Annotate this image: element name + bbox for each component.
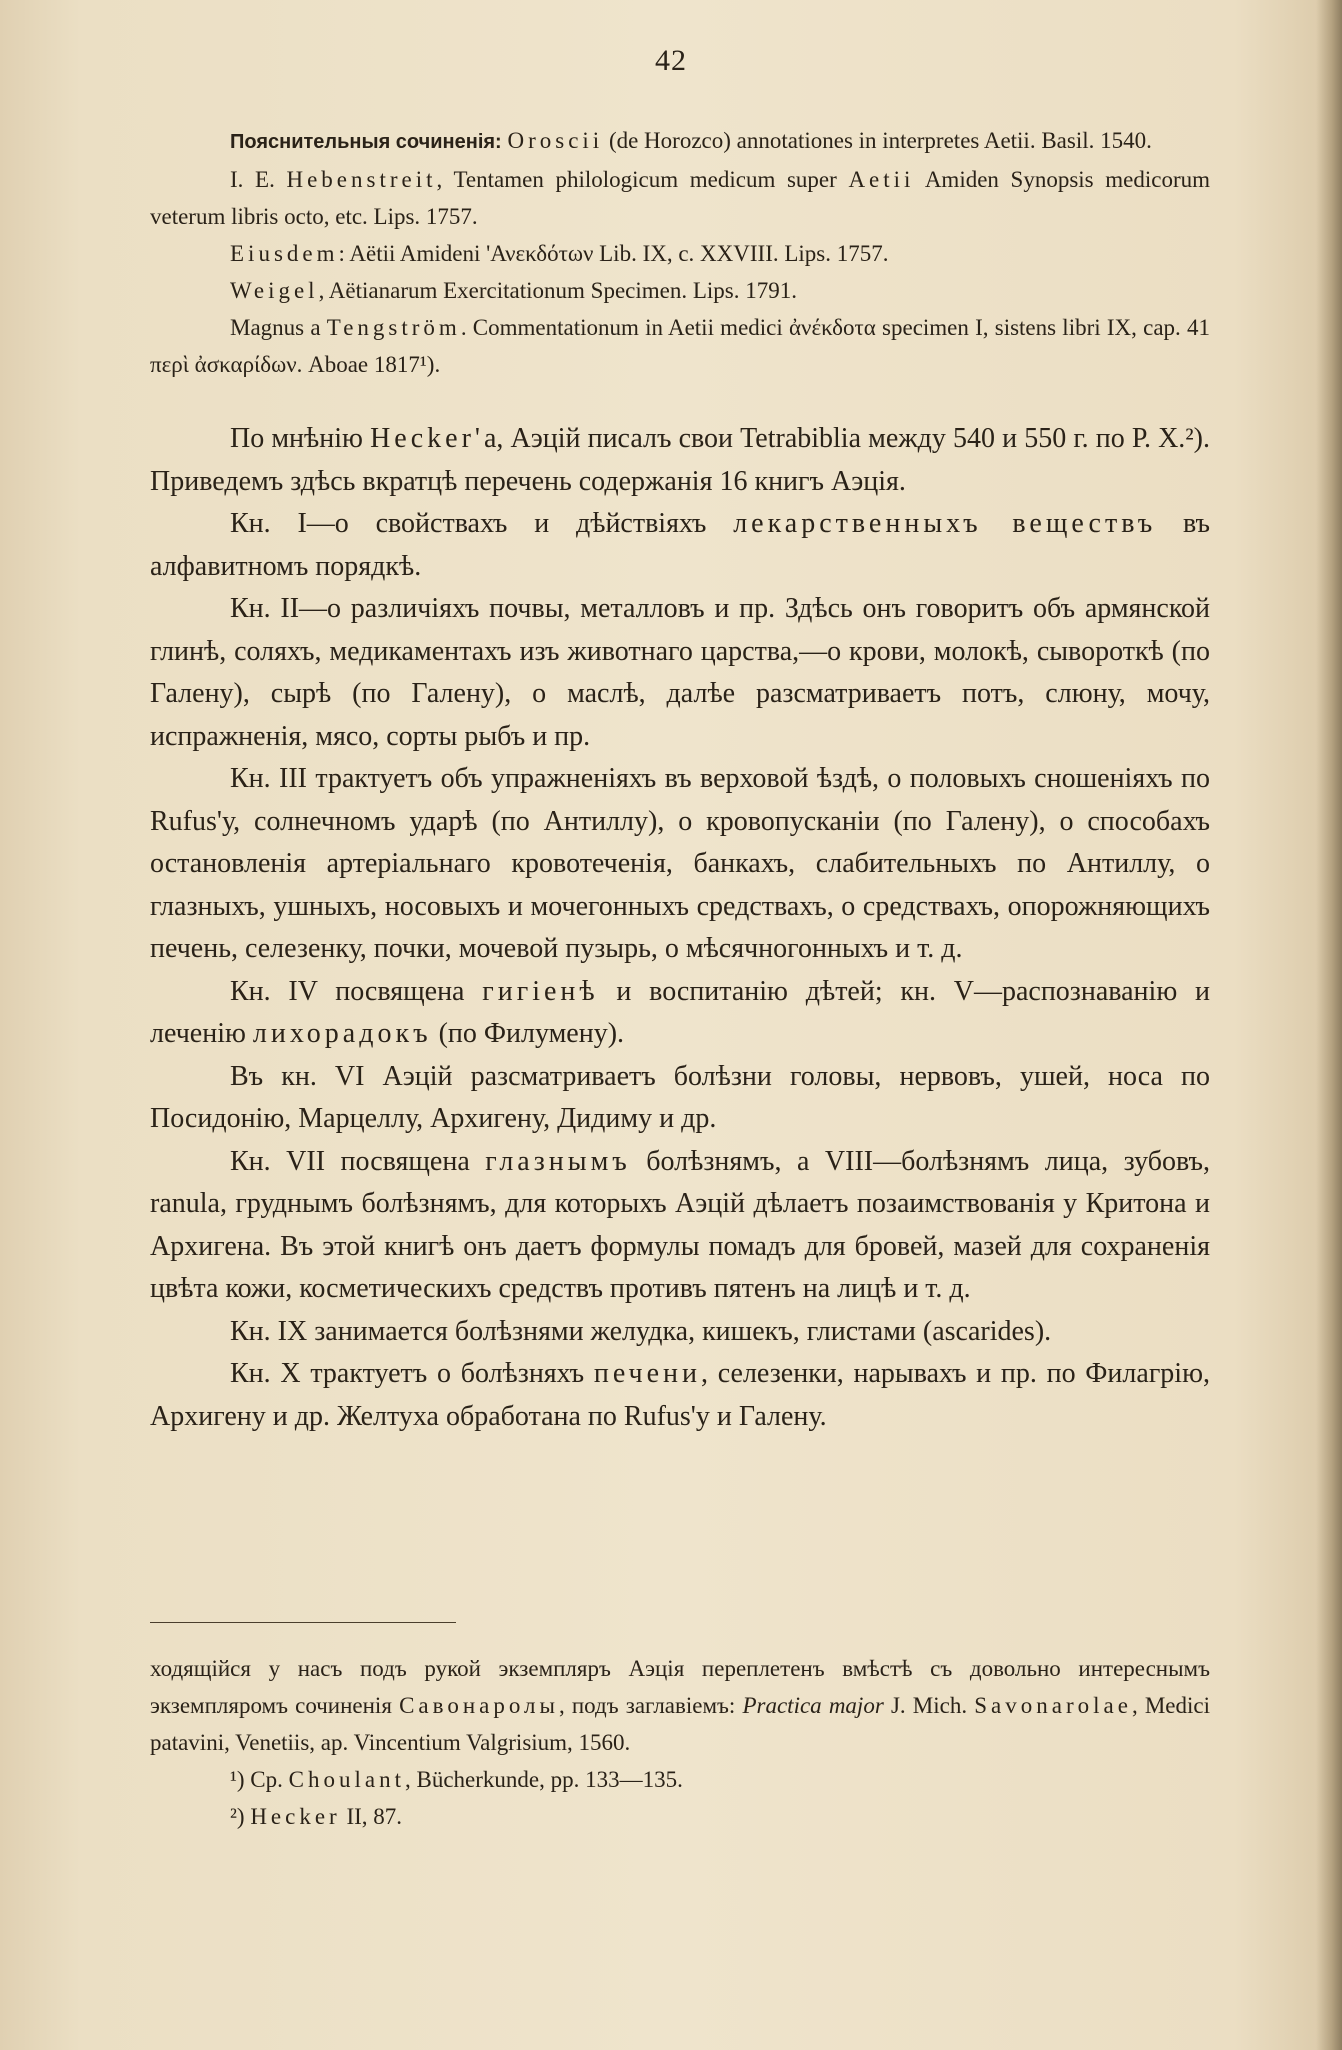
text-run: (по Филумену). bbox=[438, 1018, 625, 1049]
entry-text: . Commentationum in Aetii medici ἀνέκδοτα specimen I, sistens libri IX, cap. 41 περὶ ἀσκαρίδων. Aboae 1817¹). bbox=[150, 315, 1210, 377]
author-name: Savonarolae bbox=[974, 1693, 1132, 1718]
text-run: По мнѣнію bbox=[230, 423, 363, 454]
text-run: J. Mich. bbox=[890, 1693, 968, 1718]
text-run: II, 87. bbox=[346, 1804, 403, 1829]
text-run: болѣзнямъ, а VIII—болѣзнямъ лица, зубовъ, ranula, груднымъ болѣзнямъ, для которыхъ Аэцій дѣлаетъ позаимствованія у Критона и Архигена. Въ этой книгѣ онъ даетъ формулы помадъ для бровей, мазей для сохраненія цвѣта кожи, косметическихъ средствъ противъ пятенъ на лицѣ и т. д. bbox=[150, 1145, 1210, 1304]
text-run: а, Аэцій писалъ свои Tetrabiblia между 540 и 550 г. по Р. X.²). Приведемъ здѣсь вкратцѣ перечень содержанія 16 книгъ Аэція. bbox=[150, 423, 1211, 497]
book-title: Practica major bbox=[742, 1693, 884, 1718]
text-run: ²) bbox=[230, 1804, 245, 1829]
paragraph bbox=[150, 1353, 1210, 1438]
author-name: Hebenstreit bbox=[286, 167, 437, 192]
paragraph: Въ кн. VI Аэцій разсматриваетъ болѣзни головы, нервовъ, ушей, носа по Посидонію, Марцеллу, Архигену, Дидиму и др. bbox=[150, 1060, 1210, 1134]
bibliography-entry bbox=[150, 161, 1210, 235]
footnote-separator bbox=[150, 1622, 456, 1623]
emphasis-spaced: лихорадокъ bbox=[252, 1018, 432, 1049]
footnote bbox=[150, 1761, 1210, 1798]
text-run: ходящійся у насъ подъ рукой экземпляръ Аэція переплетенъ вмѣстѣ съ довольно интереснымъ экземпляромъ сочиненія bbox=[150, 1656, 1210, 1718]
paragraph: Кн. IX занимается болѣзнями желудка, кишекъ, глистами (ascarides). bbox=[230, 1315, 1052, 1347]
text-run: , Medici patavini, Venetiis, ap. Vincentium Valgrisium, 1560. bbox=[150, 1693, 1210, 1755]
emphasis-spaced: глазнымъ bbox=[485, 1145, 631, 1177]
emphasis-spaced: лекарственныхъ веществъ bbox=[733, 508, 1157, 539]
author-name: Eiusdem bbox=[230, 241, 339, 266]
footnote bbox=[150, 1798, 1210, 1835]
text-run: , селезенки, нарывахъ и пр. по Филагрію, Архигену и др. Желтуха обработана по Rufus'у и Галену. bbox=[150, 1358, 1210, 1432]
footnote-continuation bbox=[150, 1650, 1210, 1761]
emphasis-spaced: гигіенѣ bbox=[482, 975, 599, 1007]
bibliography-entry bbox=[150, 309, 1210, 383]
paragraph bbox=[150, 1141, 1210, 1311]
author-name: Weigel bbox=[230, 278, 319, 303]
entry-text: Amiden Synopsis medicorum veterum libris octo, etc. Lips. 1757. bbox=[150, 167, 1211, 229]
page-number: 42 bbox=[655, 44, 687, 77]
author-name: Choulant bbox=[288, 1767, 405, 1792]
text-run: и воспитанію дѣтей; кн. V—распознаванію и леченію bbox=[150, 975, 1210, 1049]
text-run: ¹) Cp. bbox=[230, 1767, 283, 1792]
author-name: Tengström bbox=[326, 315, 461, 340]
bibliography-entry bbox=[150, 272, 1210, 309]
author-name: Oroscii bbox=[507, 128, 604, 153]
paragraph: Кн. II—о различіяхъ почвы, металловъ и пр. Здѣсь онъ говоритъ объ армянской глинѣ, соляхъ, медикаментахъ изъ животнаго царства,—о крови, молокѣ, сывороткѣ (по Галену), сырѣ (по Галену), о маслѣ, далѣе разсматриваетъ потъ, слюну, мочу, испражненія, мясо, сорты рыбъ и пр. bbox=[150, 593, 1210, 752]
text-run: Кн. X трактуетъ о болѣзняхъ bbox=[230, 1358, 585, 1389]
emphasis-spaced: печени bbox=[593, 1358, 702, 1389]
paragraph bbox=[150, 503, 1210, 588]
bibliography-block bbox=[150, 122, 1210, 383]
author-name: Hecker' bbox=[370, 423, 484, 454]
text-run: , подъ заглавіемъ: bbox=[558, 1693, 736, 1718]
paragraph bbox=[150, 418, 1210, 503]
main-text bbox=[150, 418, 1210, 1438]
bibliography-entry bbox=[150, 235, 1210, 272]
paragraph: Кн. III трактуетъ объ упражненіяхъ въ верховой ѣздѣ, о половыхъ сношеніяхъ по Rufus'у, солнечномъ ударѣ (по Антиллу), о кровопусканіи (по Галену), о способахъ остановленія артеріальнаго кровотеченія, банкахъ, слабительныхъ по Антиллу, о глазныхъ, ушныхъ, носовыхъ и мочегонныхъ средствахъ, о средствахъ, опорожняющихъ печень, селезенку, почки, мочевой пузырь, о мѣсячногонныхъ и т. д. bbox=[150, 763, 1210, 964]
entry-text: I. E. bbox=[230, 167, 275, 192]
author-name: Hecker bbox=[250, 1804, 341, 1829]
text-run: Кн. VII посвящена bbox=[230, 1145, 470, 1177]
author-name: Савонаролы bbox=[399, 1693, 559, 1718]
footnotes-block bbox=[150, 1650, 1210, 1835]
text-run: Кн. I—о свойствахъ и дѣйствіяхъ bbox=[230, 508, 707, 539]
entry-text: , Tentamen philologicum medicum super bbox=[436, 167, 837, 192]
entry-text: (de Horozco) annotationes in interpretes Aetii. Basil. 1540. bbox=[608, 128, 1152, 153]
text-run: Кн. IV посвящена bbox=[230, 975, 465, 1007]
entry-text: Magnus a bbox=[230, 315, 321, 340]
entry-text: , Aëtianarum Exercitationum Specimen. Lips. 1791. bbox=[318, 278, 797, 303]
author-name: Aetii bbox=[848, 167, 915, 192]
bibliography-label: Пояснительныя сочиненія: bbox=[230, 131, 502, 153]
text-run: , Bücherkunde, pp. 133—135. bbox=[405, 1767, 683, 1792]
text-run: въ алфавитномъ порядкѣ. bbox=[150, 508, 1211, 582]
entry-text: : Aëtii Amideni 'Ανεκδότων Lib. IX, c. XXVIII. Lips. 1757. bbox=[338, 241, 889, 266]
paragraph bbox=[150, 971, 1210, 1056]
page-edge-shadow bbox=[1316, 0, 1342, 2050]
bibliography-entry bbox=[150, 122, 1210, 161]
